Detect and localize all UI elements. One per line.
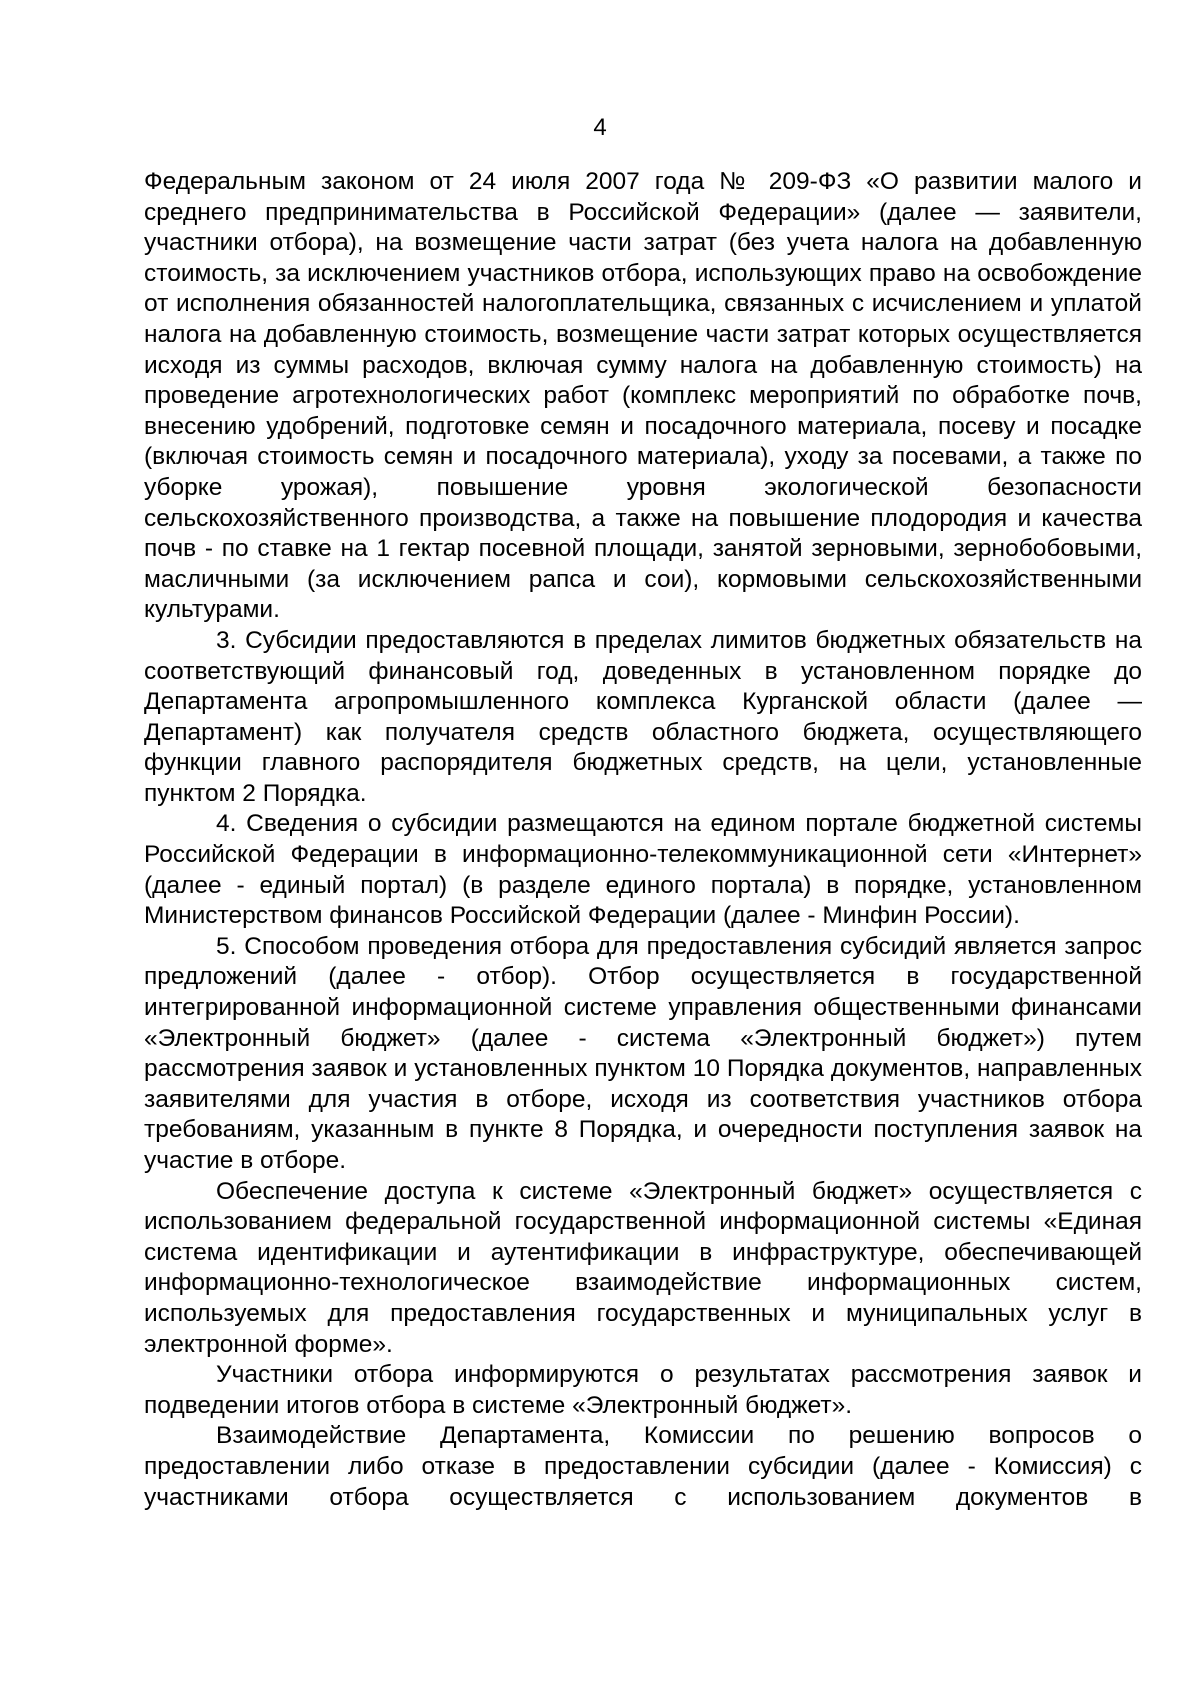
paragraph-item-4: 4. Сведения о субсидии размещаются на едином портале бюджетной системы Российской Федерации в информационно-телекоммуникационной сети «Интернет» (далее - единый портал) (в разделе единого портала) в порядке, установленном Министерством финансов Российской Федерации (далее - Минфин России). [144, 810, 1142, 930]
paragraph-item-5: 5. Способом проведения отбора для предоставления субсидий является запрос предложений (далее - отбор). Отбор осуществляется в государственной интегрированной информационной системе управления общественными финансами «Электронный бюджет» (далее - система «Электронный бюджет») путем рассмотрения заявок и установленных пунктом 10 Порядка документов, направленных заявителями для участия в отборе, исходя из соответствия участников отбора требованиям, указанным в пункте 8 Порядка, и очередности поступления заявок на участие в отборе. [144, 932, 1142, 1174]
paragraph-continuation: Федеральным законом от 24 июля 2007 года № 209-ФЗ «О развитии малого и среднего предпринимательства в Российской Федерации» (далее — заявители, участники отбора), на возмещение части затрат (без учета налога на добавленную стоимость, за исключением участников отбора, использующих право на освобождение от исполнения обязанностей налогоплательщика, связанных с исчислением и уплатой налога на добавленную стоимость, возмещение части затрат которых осуществляется исходя из суммы расходов, включая сумму налога на добавленную стоимость) на проведение агротехнологических работ (комплекс мероприятий по обработке почв, внесению удобрений, подготовке семян и посадочного материала, посеву и посадке (включая стоимость семян и посадочного материала), уходу за посевами, а также по уборке урожая), повышение уровня экологической безопасности сельскохозяйственного производства, а также на повышение плодородия и качества почв - по ставке на 1 гектар посевной площади, занятой зерновыми, зернобобовыми, масличными (за исключением рапса и сои), кормовыми сельскохозяйственными культурами. [144, 168, 1142, 624]
paragraph-access: Обеспечение доступа к системе «Электронный бюджет» осуществляется с использованием федеральной государственной информационной системы «Единая система идентификации и аутентификации в инфраструктуре, обеспечивающей информационно-технологическое взаимодействие информационных систем, используемых для предоставления государственных и муниципальных услуг в электронной форме». [144, 1177, 1142, 1358]
document-body [144, 167, 1142, 1513]
paragraph-interaction: Взаимодействие Департамента, Комиссии по решению вопросов о предоставлении либо отказе в предоставлении субсидии (далее - Комиссия) с участниками отбора осуществляется с использованием документов в [144, 1422, 1142, 1511]
paragraph-informing: Участники отбора информируются о результатах рассмотрения заявок и подведении итогов отбора в системе «Электронный бюджет». [144, 1361, 1142, 1419]
page-number: 4 [593, 114, 607, 141]
paragraph-item-3: 3. Субсидии предоставляются в пределах лимитов бюджетных обязательств на соответствующий финансовый год, доведенных в установленном порядке до Департамента агропромышленного комплекса Курганской области (далее — Департамент) как получателя средств областного бюджета, осуществляющего функции главного распорядителя бюджетных средств, на цели, установленные пунктом 2 Порядка. [144, 626, 1142, 807]
